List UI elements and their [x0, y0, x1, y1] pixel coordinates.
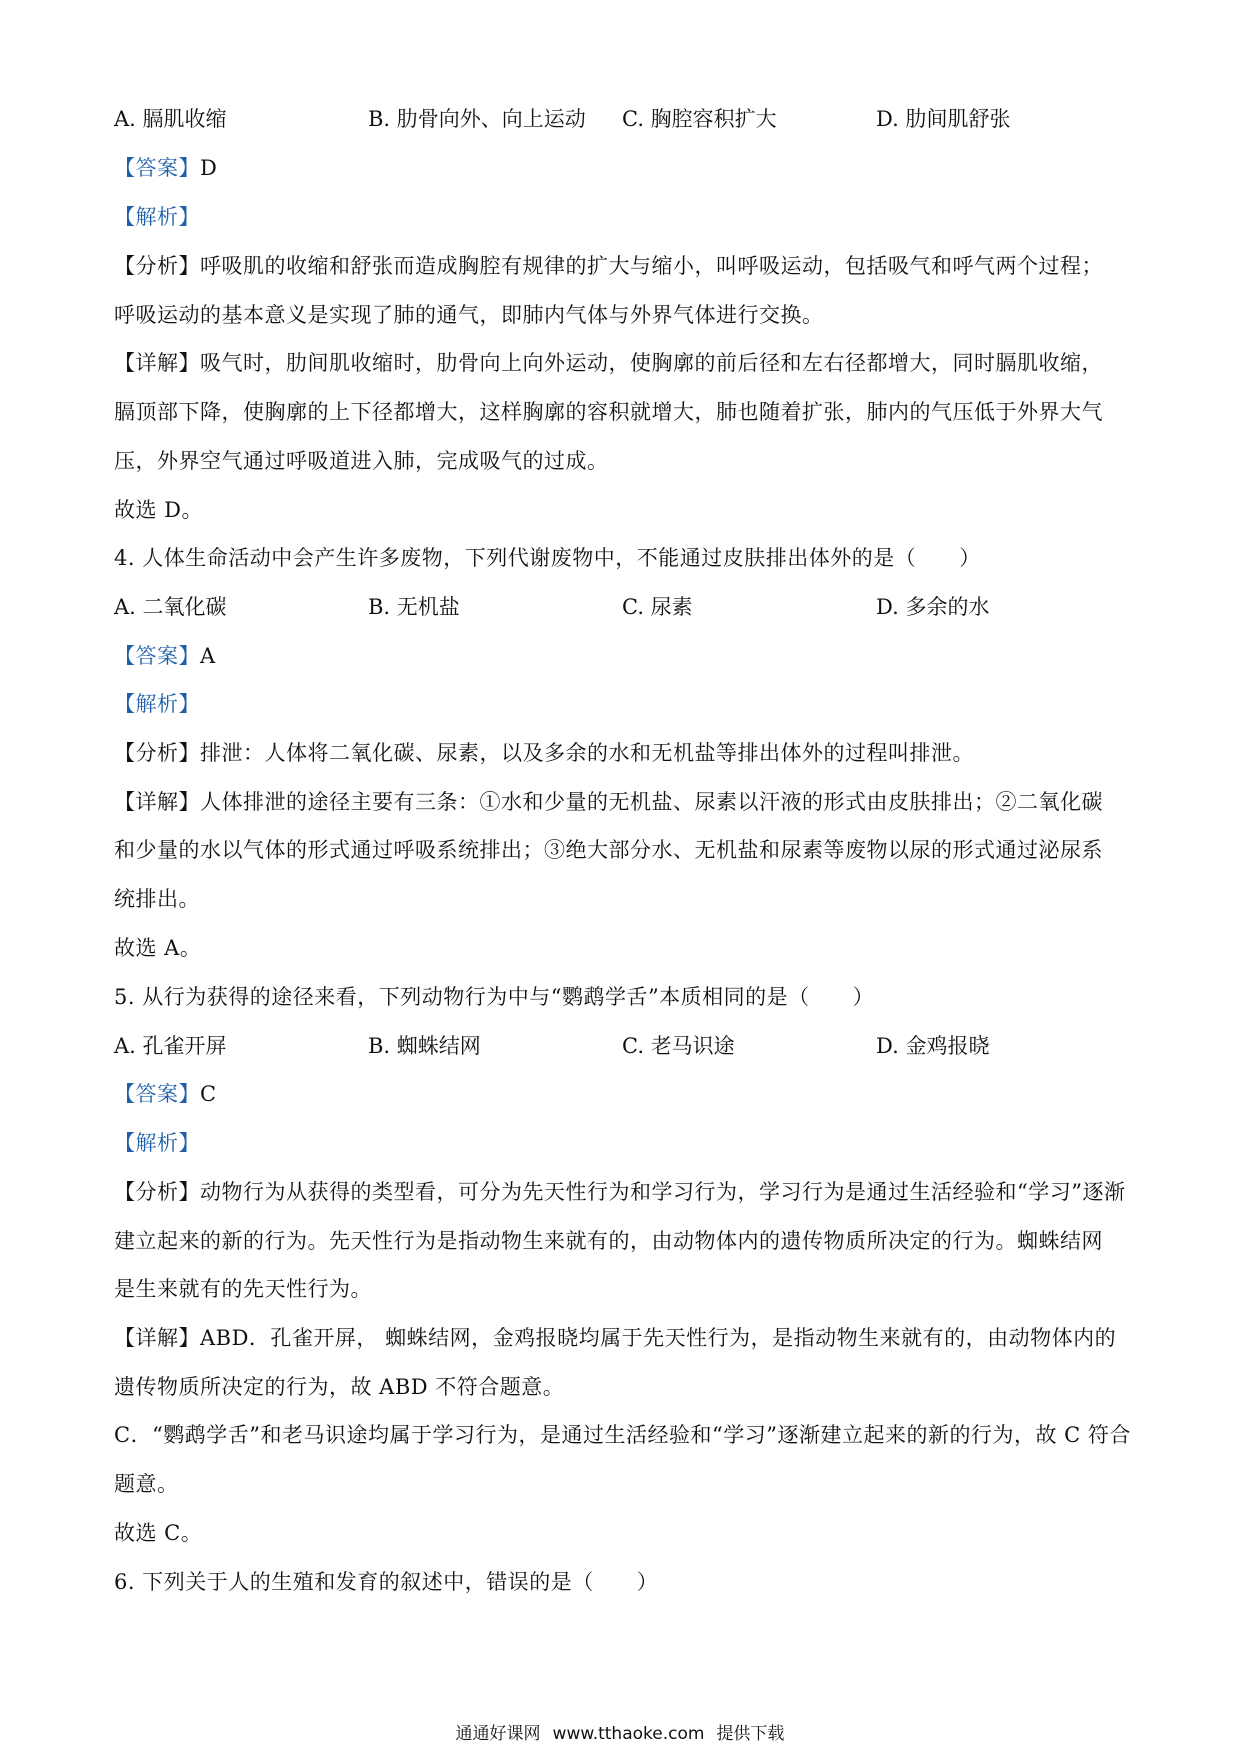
q6-stem: 6. 下列关于人的生殖和发育的叙述中，错误的是（ ）	[114, 1570, 659, 1594]
q5-fenxi-line-1	[114, 1177, 1125, 1207]
answer-tag: 【答案】	[114, 156, 200, 180]
footer-url[interactable]: www.tthaoke.com	[552, 1724, 705, 1744]
q3-option-d: D. 肋间肌舒张	[876, 107, 1011, 131]
q3-option-a: A. 膈肌收缩	[114, 107, 227, 131]
fenxi-text: 呼吸肌的收缩和舒张而造成胸腔有规律的扩大与缩小，叫呼吸运动，包括吸气和呼气两个过程；	[200, 254, 1103, 278]
answer-value: C	[200, 1082, 217, 1106]
xiangjie-text: 人体排泄的途径主要有三条：①水和少量的无机盐、尿素以汗液的形式由皮肤排出；②二氧化碳	[200, 790, 1103, 814]
q5-xiangjie-line-2: 遗传物质所决定的行为，故 ABD 不符合题意。	[114, 1375, 565, 1399]
q3-xiangjie-line-1	[114, 348, 1103, 378]
q3-option-c: C. 胸腔容积扩大	[622, 107, 777, 131]
q4-jiexi-heading: 【解析】	[114, 692, 200, 716]
q4-fenxi-line-1	[114, 738, 974, 768]
q5-option-a: A. 孔雀开屏	[114, 1034, 227, 1058]
q5-jiexi-heading: 【解析】	[114, 1131, 200, 1155]
q4-xiangjie-line-2: 和少量的水以气体的形式通过呼吸系统排出；③绝大部分水、无机盐和尿素等废物以尿的形式通过泌尿系	[114, 838, 1103, 862]
xiangjie-text: 吸气时，肋间肌收缩时，肋骨向上向外运动，使胸廓的前后径和左右径都增大，同时膈肌收缩，	[200, 351, 1103, 375]
q4-stem: 4. 人体生命活动中会产生许多废物，下列代谢废物中，不能通过皮肤排出体外的是（ ）	[114, 546, 981, 570]
q3-fenxi-line-1	[114, 251, 1103, 281]
q3-xiangjie-line-3: 压，外界空气通过呼吸道进入肺，完成吸气的过成。	[114, 449, 609, 473]
q5-xiangjie-line-3: C．“鹦鹉学舌”和老马识途均属于学习行为，是通过生活经验和“学习”逐渐建立起来的新的行为，故 C 符合	[114, 1423, 1131, 1447]
q4-option-a: A. 二氧化碳	[114, 595, 227, 619]
q5-fenxi-line-2: 建立起来的新的行为。先天性行为是指动物生来就有的，由动物体内的遗传物质所决定的行为。蜘蛛结网	[114, 1229, 1103, 1253]
q5-option-d: D. 金鸡报晓	[876, 1034, 990, 1058]
q5-option-b: B. 蜘蛛结网	[368, 1034, 481, 1058]
q5-answer	[114, 1079, 217, 1109]
answer-value: D	[200, 156, 218, 180]
q3-option-b: B. 肋骨向外、向上运动	[368, 107, 586, 131]
q5-conclusion: 故选 C。	[114, 1521, 203, 1545]
xiangjie-tag: 【详解】	[114, 351, 200, 375]
fenxi-tag: 【分析】	[114, 254, 200, 278]
fenxi-tag: 【分析】	[114, 1180, 200, 1204]
page-footer	[0, 1722, 1240, 1746]
fenxi-tag: 【分析】	[114, 741, 200, 765]
q3-conclusion: 故选 D。	[114, 498, 204, 522]
q3-fenxi-line-2: 呼吸运动的基本意义是实现了肺的通气，即肺内气体与外界气体进行交换。	[114, 303, 824, 327]
answer-value: A	[200, 644, 216, 668]
xiangjie-text: ABD．孔雀开屏， 蜘蛛结网，金鸡报晓均属于先天性行为，是指动物生来就有的，由动物体内的	[200, 1326, 1117, 1350]
xiangjie-tag: 【详解】	[114, 1326, 200, 1350]
q3-xiangjie-line-2: 膈顶部下降，使胸廓的上下径都增大，这样胸廓的容积就增大，肺也随着扩张，肺内的气压低于外界大气	[114, 400, 1103, 424]
q5-stem: 5. 从行为获得的途径来看，下列动物行为中与“鹦鹉学舌”本质相同的是（ ）	[114, 985, 875, 1009]
q4-conclusion: 故选 A。	[114, 936, 202, 960]
q5-option-c: C. 老马识途	[622, 1034, 735, 1058]
footer-note: 提供下载	[716, 1724, 785, 1744]
footer-site-name: 通通好课网	[455, 1724, 541, 1744]
fenxi-text: 动物行为从获得的类型看，可分为先天性行为和学习行为，学习行为是通过生活经验和“学习”逐渐	[200, 1180, 1126, 1204]
q3-jiexi-heading: 【解析】	[114, 205, 200, 229]
q4-answer	[114, 641, 216, 671]
q4-xiangjie-line-1	[114, 787, 1103, 817]
fenxi-text: 排泄：人体将二氧化碳、尿素，以及多余的水和无机盐等排出体外的过程叫排泄。	[200, 741, 974, 765]
q5-fenxi-line-3: 是生来就有的先天性行为。	[114, 1277, 372, 1301]
q5-xiangjie-line-4: 题意。	[114, 1472, 179, 1496]
answer-tag: 【答案】	[114, 644, 200, 668]
q4-xiangjie-line-3: 统排出。	[114, 887, 200, 911]
xiangjie-tag: 【详解】	[114, 790, 200, 814]
q5-xiangjie-line-1	[114, 1323, 1116, 1353]
q4-option-c: C. 尿素	[622, 595, 693, 619]
answer-tag: 【答案】	[114, 1082, 200, 1106]
q3-answer	[114, 153, 217, 183]
q4-option-b: B. 无机盐	[368, 595, 460, 619]
q4-option-d: D. 多余的水	[876, 595, 990, 619]
